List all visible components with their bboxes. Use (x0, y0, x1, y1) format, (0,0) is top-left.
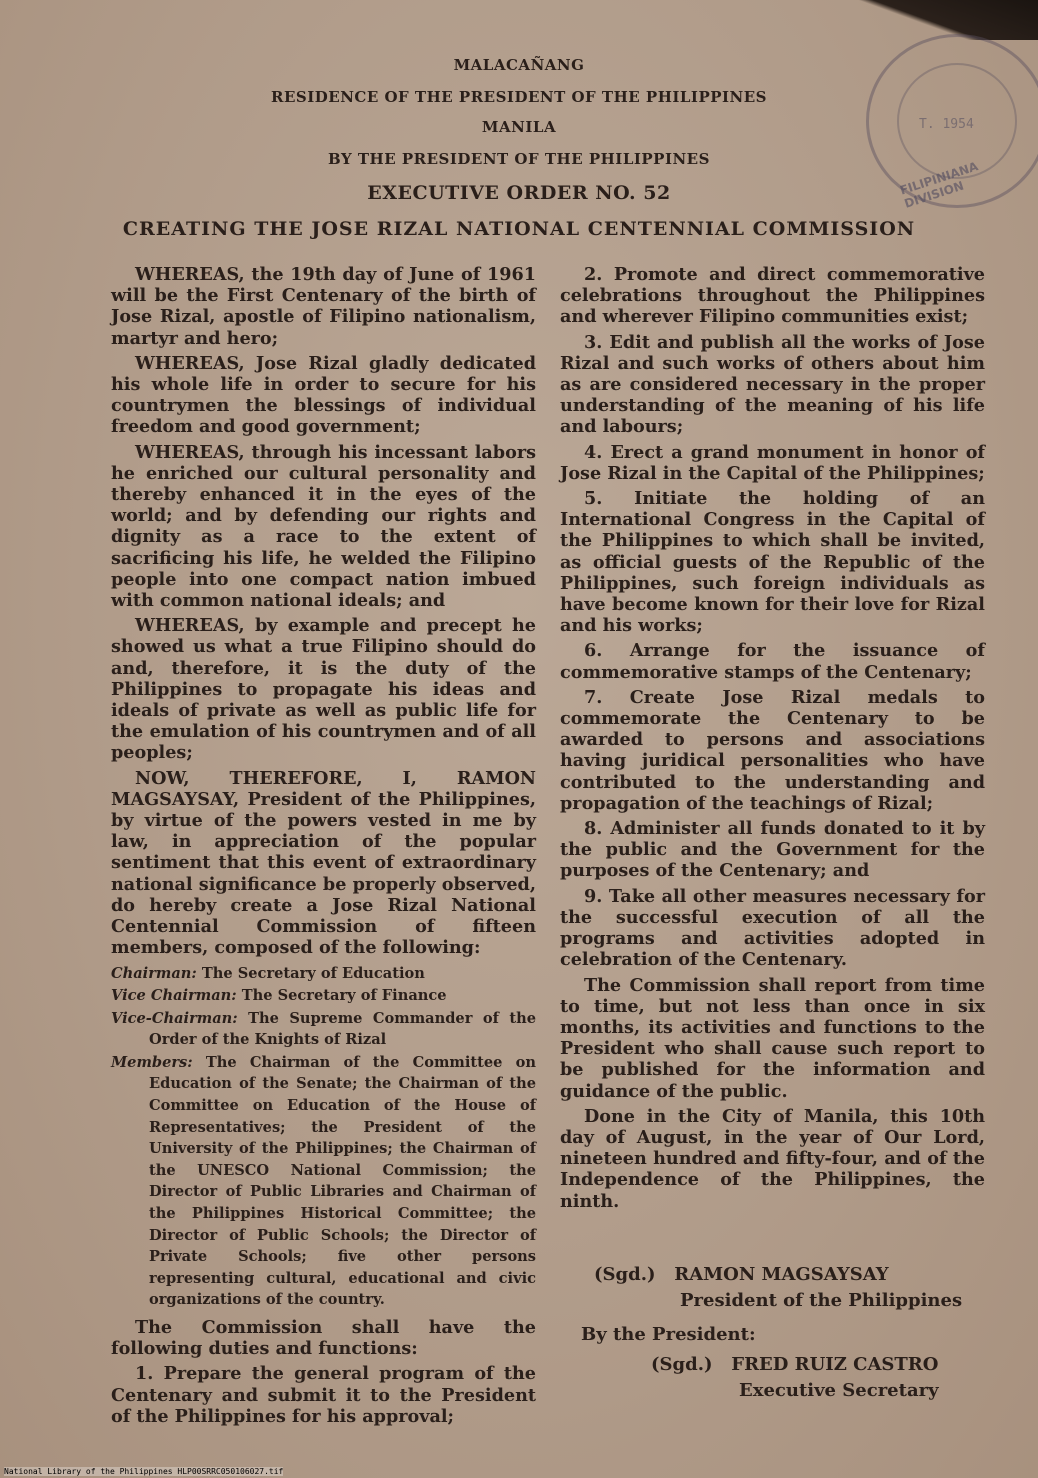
stamp-date: T. 1954 (919, 117, 974, 132)
duty-4: 4. Erect a grand monument in honor of Jose Rizal in the Capital of the Philippines; (560, 441, 985, 484)
secretary-name: FRED RUIZ CASTRO (731, 1354, 939, 1375)
done-clause: Done in the City of Manila, this 10th day of August, in the year of Our Lord, nineteen hundred and fifty-four, and of the Independence of the Philippines, the ninth. (560, 1105, 985, 1212)
header-residence: RESIDENCE OF THE PRESIDENT OF THE PHILIPPINES (271, 88, 767, 106)
whereas-3: WHEREAS, through his incessant labors he enriched our cultural personality and thereby enhanced it in the eyes of the world; and by defending our rights and dignity as a race to the extent of sacrificing his life, he welded the Filipino people into one compact nation imbued with common national ideals; and (111, 441, 536, 612)
member-row (111, 963, 536, 985)
member-role: Vice Chairman: (111, 987, 237, 1005)
member-text: The Secretary of Finance (236, 987, 447, 1005)
duty-3: 3. Edit and publish all the works of Jose Rizal and such works of others about him as are considered necessary in the proper understanding of the meaning of his life and labours; (560, 331, 985, 438)
member-row (111, 985, 536, 1007)
sgd-mark: (Sgd.) (651, 1354, 713, 1375)
duty-7: 7. Create Jose Rizal medals to commemorate the Centenary to be awarded to persons and associations having juridical personalities who have contributed to the understanding and propagation of the teachings of Rizal; (560, 686, 985, 814)
left-column (111, 264, 536, 1431)
header-by-president: BY THE PRESIDENT OF THE PHILIPPINES (328, 150, 710, 168)
member-text: The Chairman of the Committee on Education of the Senate; the Chairman of the Committee on Education of the House of Representatives; the President of the University of the Philippines; the Chairman of the UNESCO National Commission; the Director of Public Libraries and Chairman of the Philippines Historical Committee; the Director of Public Schools; the Director of Private Schools; five other persons representing cultural, educational and civic organizations of the country. (149, 1053, 536, 1309)
header-malacanang: MALACAÑANG (453, 56, 585, 74)
member-text: The Secretary of Education (196, 964, 425, 982)
report-clause: The Commission shall report from time to time, but not less than once in six months, its activities and functions to the President who shall cause such report to be published for the information and guidance of the public. (560, 974, 985, 1102)
right-column (560, 264, 985, 1216)
duty-5: 5. Initiate the holding of an International Congress in the Capital of the Philippines to which shall be invited, as official guests of the Republic of the Philippines, such foreign individuals as have become known for their love for Rizal and his works; (560, 488, 985, 637)
now-therefore: NOW, THEREFORE, I, RAMON MAGSAYSAY, President of the Philippines, by virtue of the powers vested in me by law, in appreciation of the popular sentiment that this event of extraordinary national significance be properly observed, do hereby create a Jose Rizal National Centennial Commission of fifteen members, composed of the following: (111, 767, 536, 959)
stamp-label: FILIPINIANA DIVISION (898, 159, 980, 211)
member-text: The Supreme Commander of the Order of the Knights of Rizal (149, 1009, 536, 1049)
member-row (111, 1008, 536, 1051)
signature-president (594, 1264, 889, 1285)
whereas-2: WHEREAS, Jose Rizal gladly dedicated his whole life in order to secure for his countrymen the blessings of individual freedom and good government; (111, 352, 536, 438)
duty-9: 9. Take all other measures necessary for the successful execution of all the programs and activities adopted in celebration of the Centenary. (560, 885, 985, 971)
duty-1: 1. Prepare the general program of the Centenary and submit it to the President of the Philippines for his approval; (111, 1363, 536, 1427)
by-the-president: By the President: (581, 1324, 756, 1345)
document-title: CREATING THE JOSE RIZAL NATIONAL CENTENNIAL COMMISSION (122, 218, 916, 240)
header-manila: MANILA (481, 118, 557, 136)
duty-2: 2. Promote and direct commemorative celebrations throughout the Philippines and wherever Filipino communities exist; (560, 264, 985, 328)
member-role: Vice-Chairman: (111, 1009, 238, 1027)
executive-order-number: EXECUTIVE ORDER NO. 52 (367, 182, 671, 204)
member-list (111, 963, 536, 1312)
sgd-mark: (Sgd.) (594, 1264, 656, 1285)
whereas-1: WHEREAS, the 19th day of June of 1961 will be the First Centenary of the birth of Jose Rizal, apostle of Filipino nationalism, martyr and hero; (111, 264, 536, 349)
member-row (111, 1052, 536, 1311)
duties-intro: The Commission shall have the following duties and functions: (111, 1317, 536, 1360)
signature-secretary (651, 1354, 938, 1375)
whereas-4: WHEREAS, by example and precept he showed us what a true Filipino should do and, therefore, it is the duty of the Philippines to propagate his ideas and ideals of private as well as public life for the emulation of his countrymen and of all peoples; (111, 615, 536, 764)
secretary-title: Executive Secretary (739, 1380, 939, 1401)
president-name: RAMON MAGSAYSAY (674, 1264, 889, 1285)
member-role: Chairman: (111, 964, 197, 982)
duty-8: 8. Administer all funds donated to it by the public and the Government for the purposes of the Centenary; and (560, 818, 985, 882)
duty-6: 6. Arrange for the issuance of commemorative stamps of the Centenary; (560, 640, 985, 683)
scan-footer: National Library of the Philippines HLP00SRRC050106027.tif (4, 1467, 284, 1476)
president-title: President of the Philippines (680, 1290, 963, 1311)
member-role: Members: (111, 1053, 193, 1071)
